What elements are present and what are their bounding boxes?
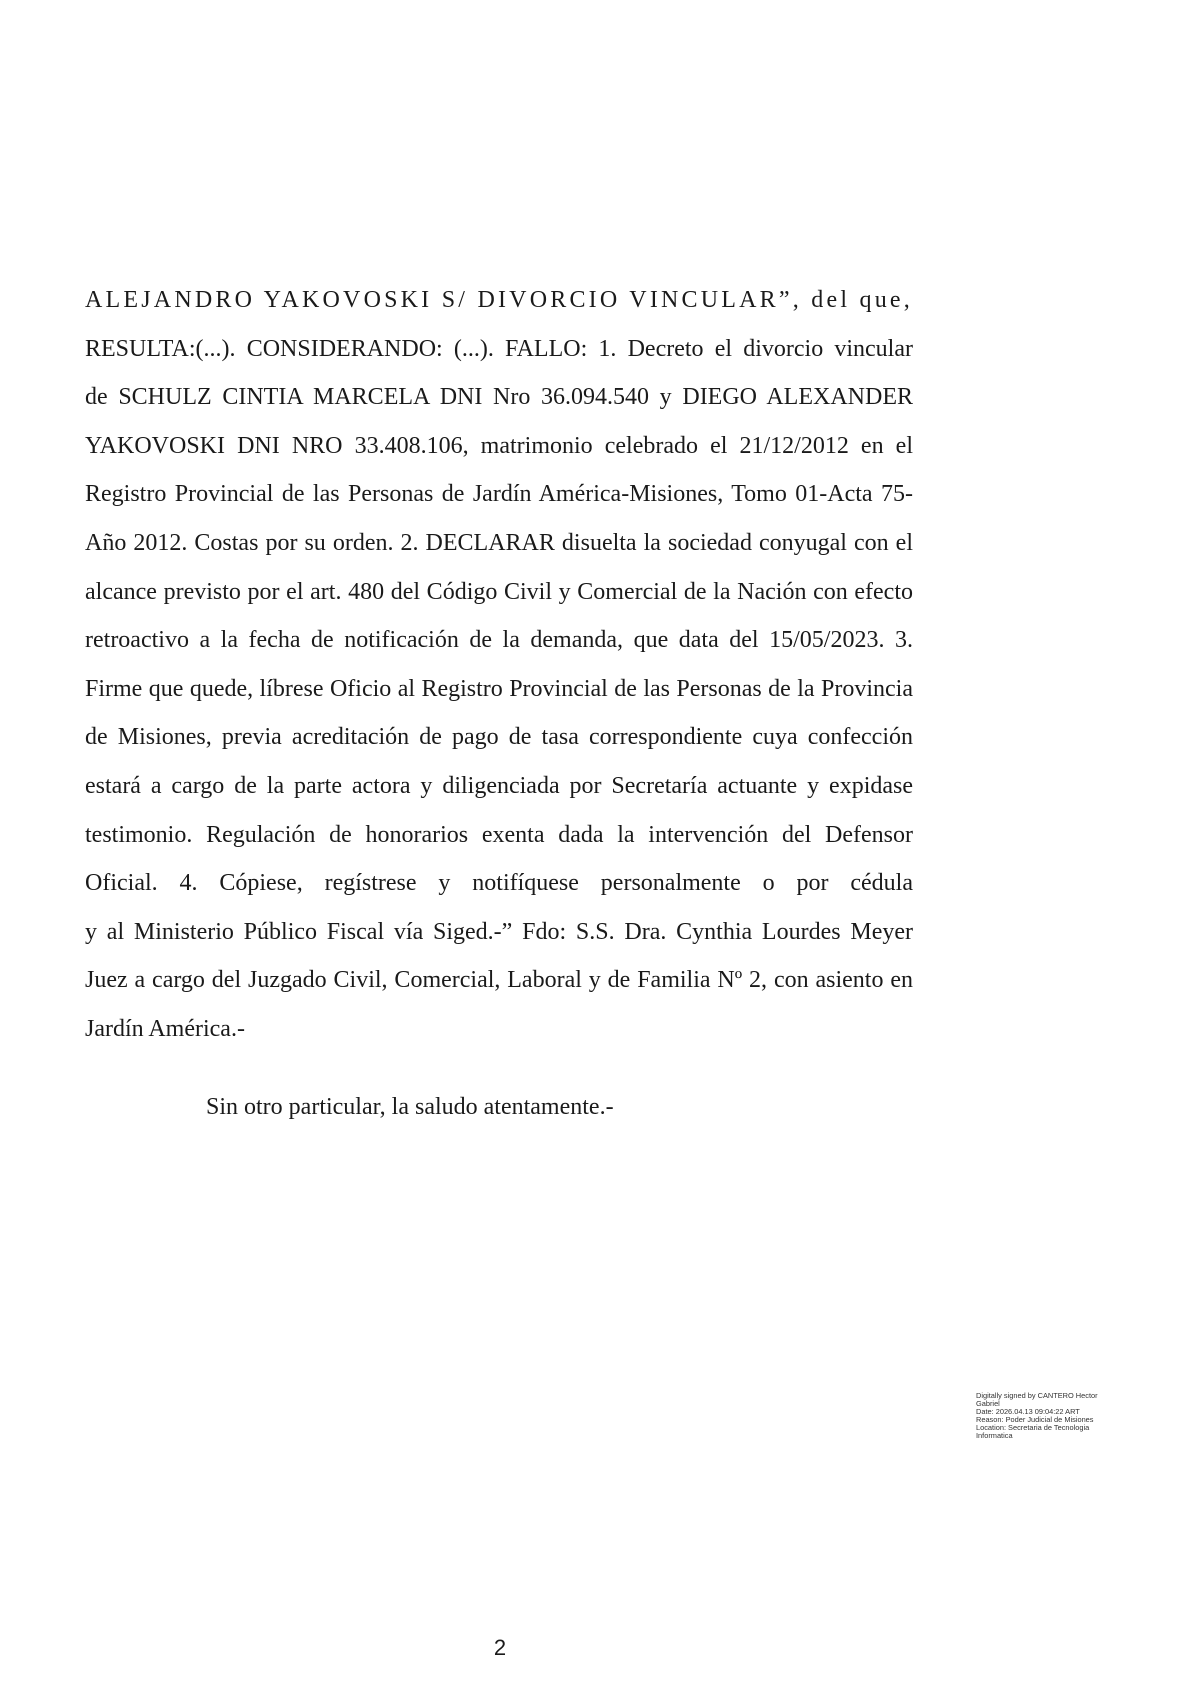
page-number: 2	[493, 1635, 507, 1660]
body-line: Registro Provincial de las Personas de Jardín América-Misiones, Tomo 01-Acta 75-	[85, 481, 913, 508]
signature-line: Reason: Poder Judicial de Misiones	[976, 1415, 1094, 1425]
digital-signature-stamp	[976, 1392, 1111, 1441]
body-line: Firme que quede, líbrese Oficio al Registro Provincial de las Personas de la Provincia	[85, 675, 913, 702]
signature-line: Gabriel	[976, 1399, 1000, 1409]
body-line: retroactivo a la fecha de notificación de la demanda, que data del 15/05/2023. 3.	[85, 627, 913, 654]
signature-line: Location: Secretaria de Tecnologia	[976, 1423, 1090, 1433]
signature-line: Informatica	[976, 1431, 1013, 1441]
body-line: YAKOVOSKI DNI NRO 33.408.106, matrimonio celebrado el 21/12/2012 en el	[85, 432, 913, 459]
body-line: RESULTA:(...). CONSIDERANDO: (...). FALLO: 1. Decreto el divorcio vincular	[85, 335, 913, 362]
body-line: de Misiones, previa acreditación de pago de tasa correspondiente cuya confección	[85, 724, 913, 751]
signature-line: Date: 2026.04.13 09:04:22 ART	[976, 1407, 1080, 1417]
body-text	[85, 288, 913, 1066]
body-line: alcance previsto por el art. 480 del Código Civil y Comercial de la Nación con efecto	[85, 578, 913, 605]
body-line: Juez a cargo del Juzgado Civil, Comercial, Laboral y de Familia Nº 2, con asiento en	[85, 967, 913, 994]
body-line: estará a cargo de la parte actora y diligenciada por Secretaría actuante y expidase	[85, 772, 913, 799]
signature-line: Digitally signed by CANTERO Hector	[976, 1391, 1098, 1400]
closing-salutation: Sin otro particular, la saludo atentamente.-	[206, 1094, 614, 1120]
body-line: testimonio. Regulación de honorarios exenta dada la intervención del Defensor	[85, 821, 913, 848]
body-line: de SCHULZ CINTIA MARCELA DNI Nro 36.094.540 y DIEGO ALEXANDER	[85, 384, 913, 411]
body-line: ALEJANDRO YAKOVOSKI S/ DIVORCIO VINCULAR”, del que,	[85, 287, 913, 313]
body-line: Oficial. 4. Cópiese, regístrese y notifíquese personalmente o por cédula	[85, 870, 913, 897]
body-line: Año 2012. Costas por su orden. 2. DECLARAR disuelta la sociedad conyugal con el	[85, 529, 913, 556]
body-line: y al Ministerio Público Fiscal vía Siged.-” Fdo: S.S. Dra. Cynthia Lourdes Meyer	[85, 918, 913, 945]
body-line: Jardín América.-	[85, 1015, 245, 1042]
